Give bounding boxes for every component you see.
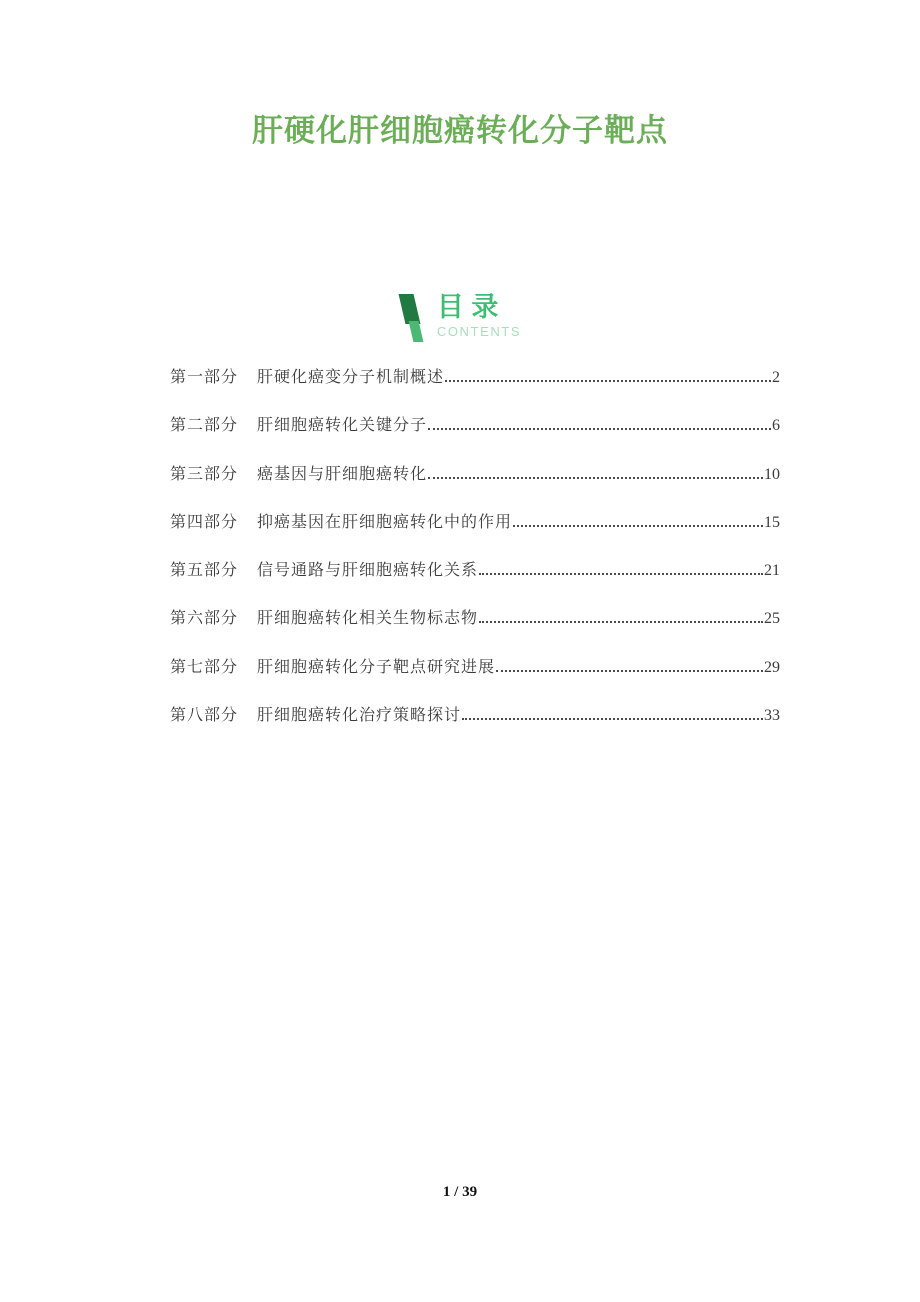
toc-leader-dots — [428, 475, 763, 479]
toc-entry[interactable] — [170, 416, 780, 464]
toc-part-label: 第二部分 — [170, 417, 239, 435]
toc-entry-title: 肝细胞癌转化关键分子 — [257, 417, 428, 435]
toc-page-number: 2 — [772, 369, 780, 386]
toc-entry[interactable] — [170, 561, 780, 609]
toc-entry-title: 肝硬化癌变分子机制概述 — [257, 369, 445, 386]
toc-entry[interactable] — [170, 609, 780, 657]
toc-entry-title: 抑癌基因在肝细胞癌转化中的作用 — [257, 513, 513, 531]
toc-leader-dots — [496, 668, 763, 672]
toc-entry-title: 肝细胞癌转化治疗策略探讨 — [257, 707, 462, 725]
toc-leader-dots — [462, 716, 763, 720]
toc-entry-title: 癌基因与肝细胞癌转化 — [257, 465, 428, 483]
toc-part-label: 第四部分 — [170, 513, 239, 531]
toc-heading: 目 录 — [436, 292, 499, 322]
toc-leader-dots — [479, 619, 763, 623]
toc-subheading: CONTENTS — [436, 324, 522, 339]
toc-leader-dots — [479, 571, 763, 575]
toc-leader-dots — [428, 426, 771, 430]
toc-entry[interactable] — [170, 368, 780, 416]
toc-part-label: 第七部分 — [170, 658, 239, 676]
toc-page-number: 15 — [764, 513, 780, 531]
page-title: 肝硬化肝细胞癌转化分子靶点 — [252, 113, 668, 148]
toc-entry-title: 肝细胞癌转化分子靶点研究进展 — [257, 658, 496, 676]
toc-logo-icon — [399, 292, 431, 344]
toc-entry[interactable] — [170, 658, 780, 706]
toc-page-number: 21 — [764, 562, 780, 580]
toc-entry[interactable] — [170, 465, 780, 513]
toc-part-label: 第六部分 — [170, 610, 239, 628]
logo-light-bar-icon — [408, 321, 423, 342]
toc-part-label: 第五部分 — [170, 562, 239, 580]
toc-page-number: 33 — [764, 707, 780, 725]
toc-entry-title: 信号通路与肝细胞癌转化关系 — [257, 562, 479, 580]
toc-list — [170, 368, 780, 754]
page-number-indicator: 1 / 39 — [442, 1184, 478, 1200]
toc-part-label: 第八部分 — [170, 707, 239, 725]
toc-entry[interactable] — [170, 513, 780, 561]
toc-page-number: 10 — [764, 465, 780, 483]
toc-part-label: 第一部分 — [170, 369, 239, 386]
toc-entry-title: 肝细胞癌转化相关生物标志物 — [257, 610, 479, 628]
toc-part-label: 第三部分 — [170, 465, 239, 483]
toc-leader-dots — [445, 378, 771, 382]
toc-page-number: 25 — [764, 610, 780, 628]
toc-page-number: 29 — [764, 658, 780, 676]
logo-dark-bar-icon — [398, 294, 420, 324]
toc-page-number: 6 — [772, 417, 780, 435]
toc-header — [0, 292, 920, 344]
toc-leader-dots — [513, 523, 763, 527]
toc-entry[interactable] — [170, 706, 780, 754]
